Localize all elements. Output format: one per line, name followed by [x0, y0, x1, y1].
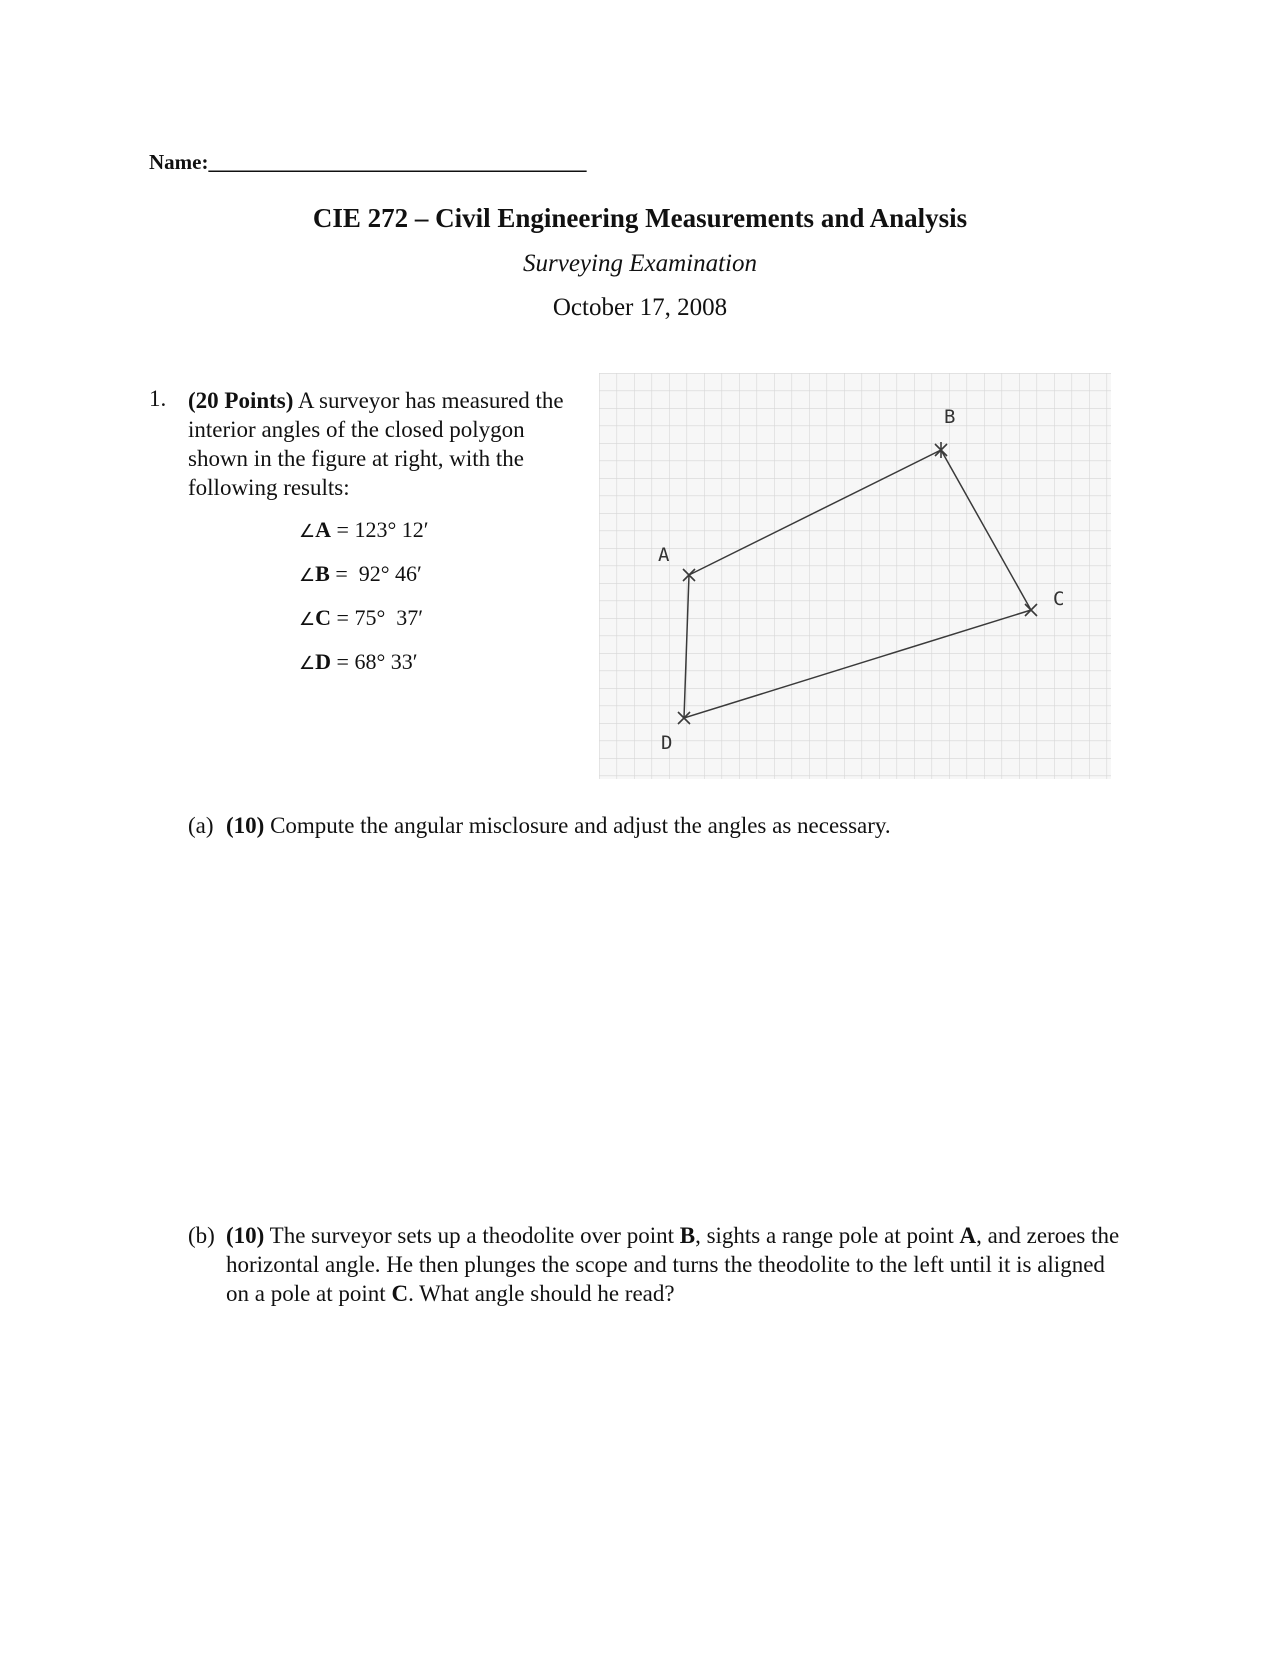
question-points: (20 Points) [188, 388, 294, 413]
polygon-figure [599, 373, 1111, 784]
question-body: A surveyor has measured the interior angles of the closed polygon shown in the figure at right, with the following results: [188, 388, 564, 500]
label-d: D [661, 732, 673, 754]
course-title: CIE 272 – Civil Engineering Measurements and Analysis [312, 203, 968, 233]
label-a: A [658, 544, 670, 566]
label-c: C [1053, 588, 1065, 610]
part-a-text: (10) Compute the angular misclosure and adjust the angles as necessary. [226, 813, 891, 838]
part-b-label: (b) [188, 1223, 215, 1248]
part-a-label: (a) [188, 813, 214, 838]
exam-date: October 17, 2008 [552, 294, 728, 321]
exam-subtitle: Surveying Examination [523, 250, 757, 277]
name-field: Name:____________________________________ [149, 150, 587, 174]
angle-b: ∠B = 92° 46′ [299, 561, 422, 586]
label-b: B [944, 406, 956, 428]
part-b-text: (10) The surveyor sets up a theodolite over point B, sights a range pole at point A, and zeroes the horizontal angle. He then plunges the scope and turns the theodolite to the left until it is aligned on a pole at point C. What angle should he read? [226, 1223, 1120, 1306]
question-text [188, 386, 588, 502]
angle-c: ∠C = 75° 37′ [299, 605, 424, 630]
angle-d: ∠D = 68° 33′ [299, 649, 418, 674]
graph-paper-grid [599, 373, 1111, 779]
angle-a: ∠A = 123° 12′ [299, 517, 429, 542]
polygon-diagram [599, 373, 1111, 779]
question-number: 1. [149, 386, 167, 411]
